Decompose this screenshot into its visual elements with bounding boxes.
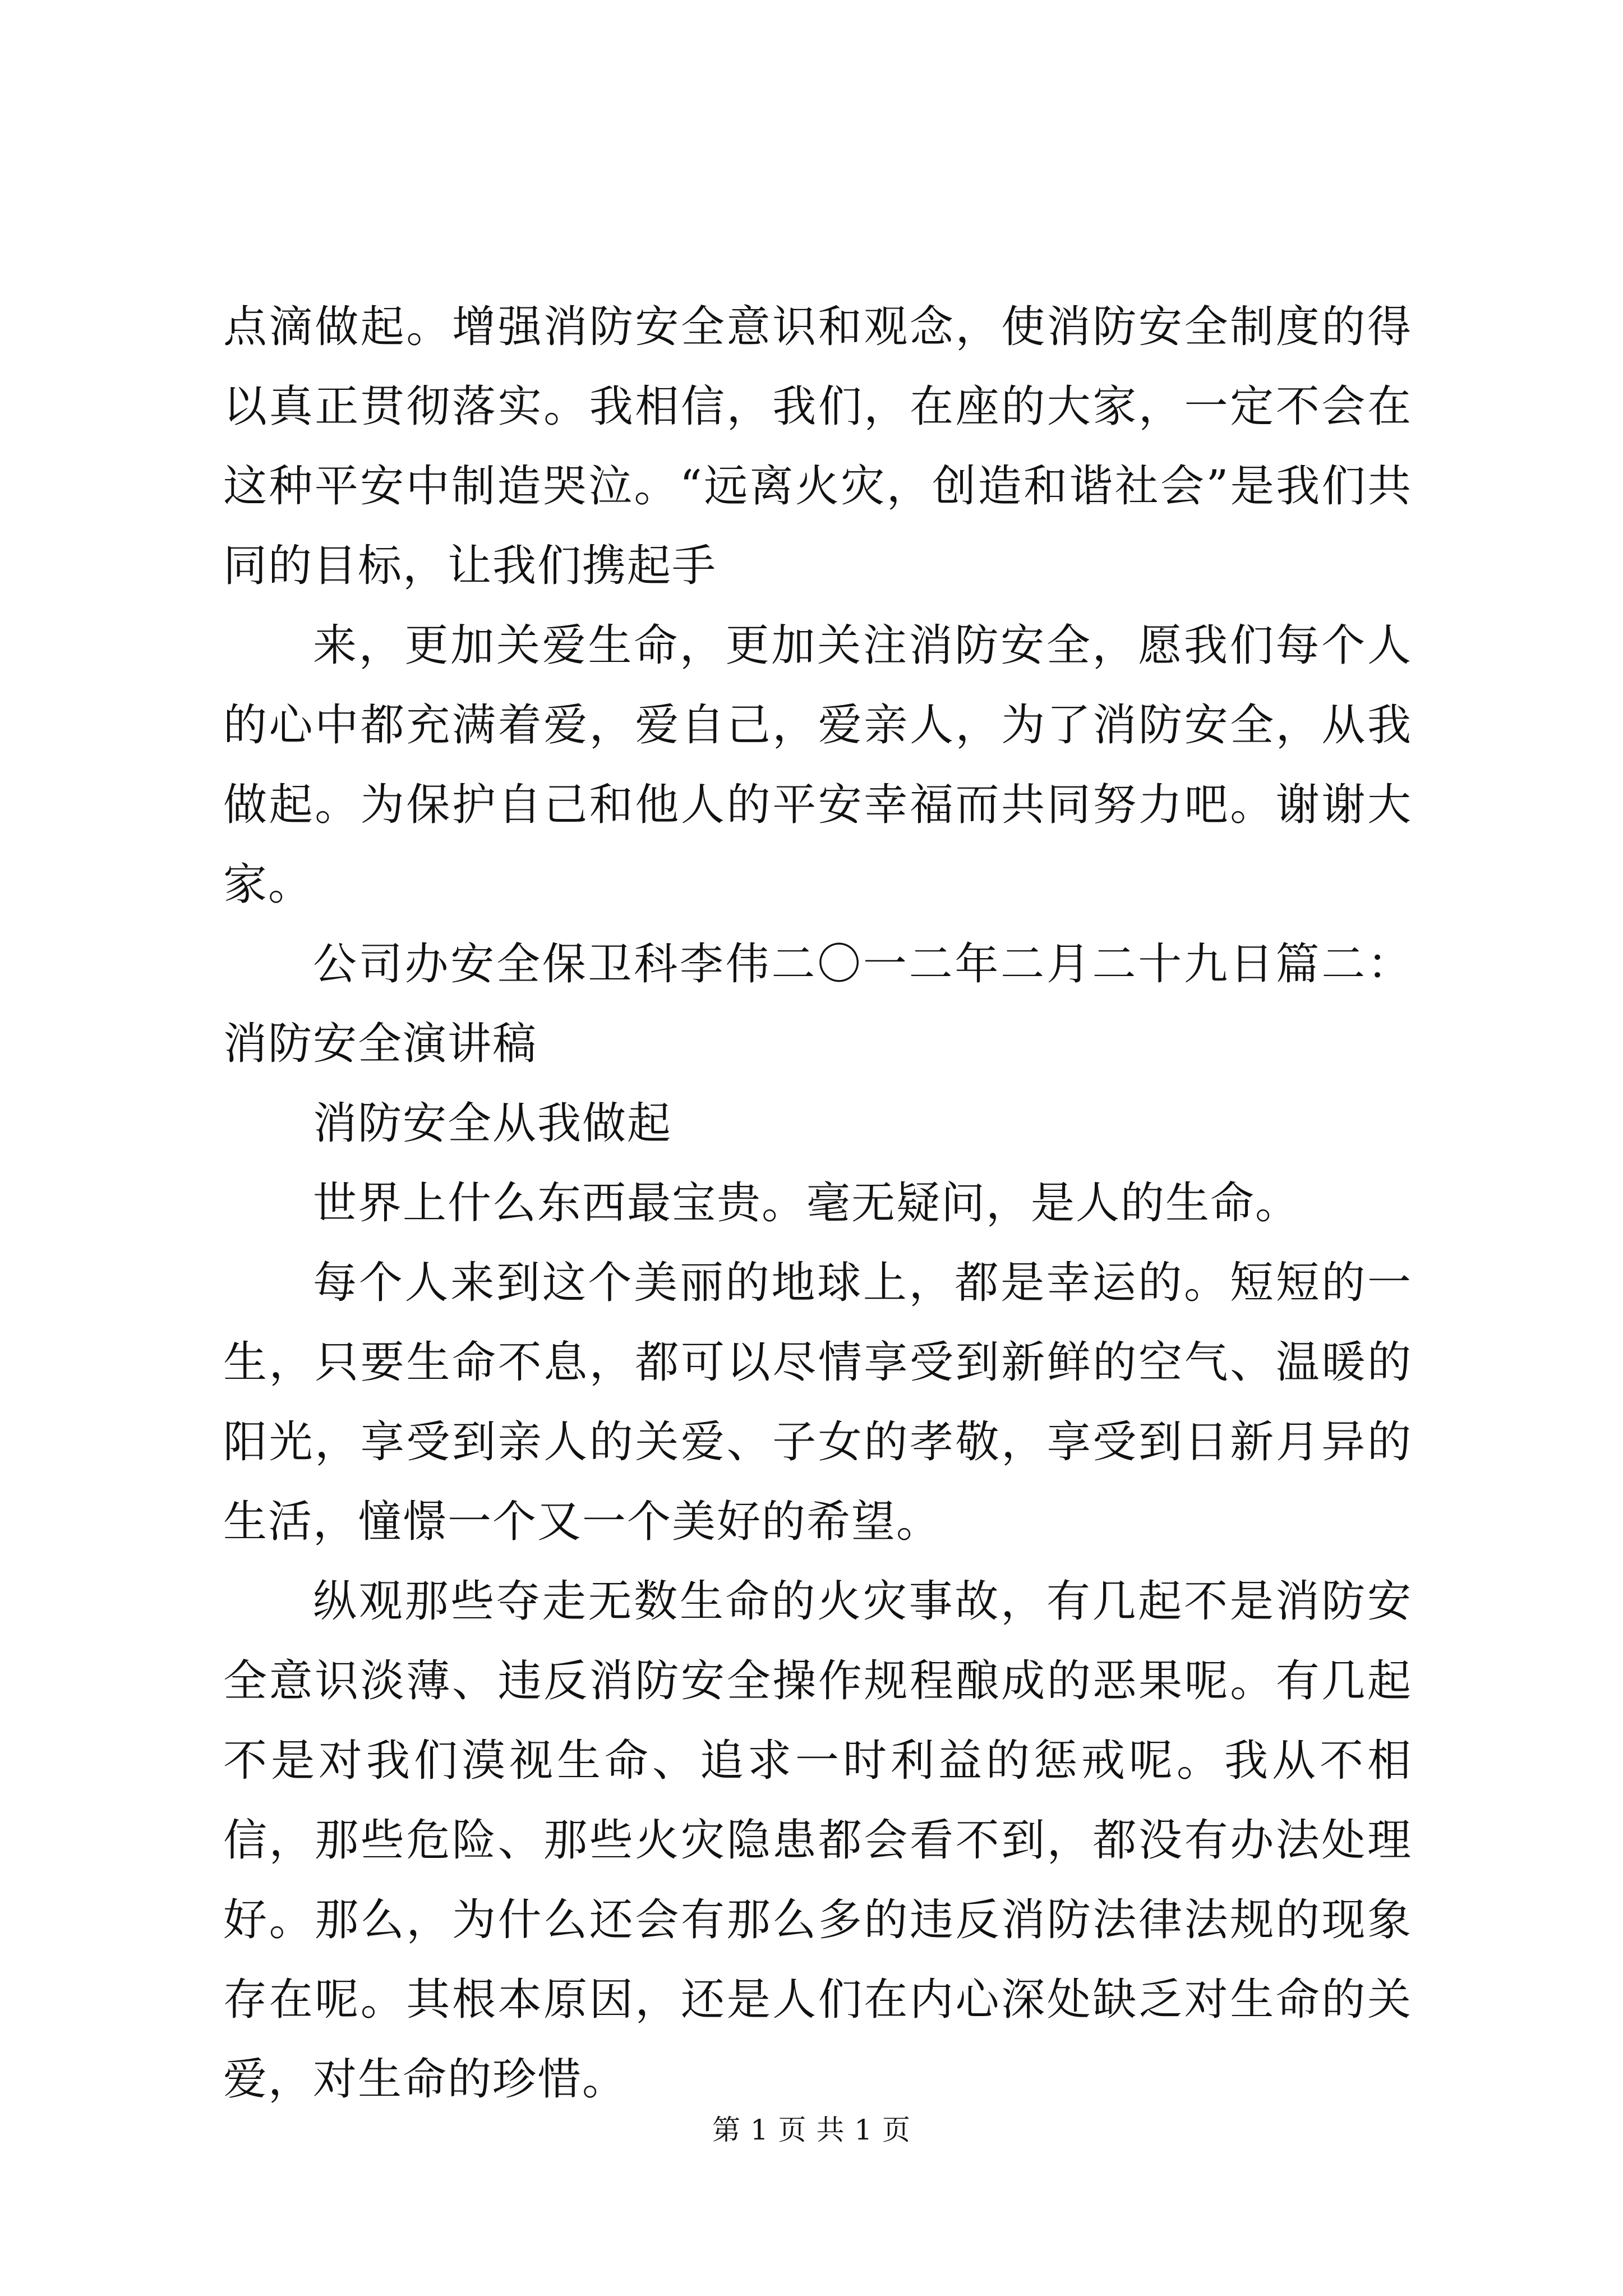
document-body xyxy=(223,287,1412,2119)
paragraph: 纵观那些夺走无数生命的火灾事故，有几起不是消防安全意识淡薄、违反消防安全操作规程酿成的恶果呢。有几起不是对我们漠视生命、追求一时利益的惩戒呢。我从不相信，那些危险、那些火灾隐患都会看不到，都没有办法处理好。那么，为什么还会有那么多的违反消防法律法规的现象存在呢。其根本原因，还是人们在内心深处缺乏对生命的关爱，对生命的珍惜。 xyxy=(223,1576,1412,2105)
paragraph: 来，更加关爱生命，更加关注消防安全，愿我们每个人的心中都充满着爱，爱自己，爱亲人，为了消防安全，从我做起。为保护自己和他人的平安幸福而共同努力吧。谢谢大家。 xyxy=(223,620,1412,910)
paragraph: 每个人来到这个美丽的地球上，都是幸运的。短短的一生，只要生命不息，都可以尽情享受到新鲜的空气、温暖的阳光，享受到亲人的关爱、子女的孝敬，享受到日新月异的生活，憧憬一个又一个美好的希望。 xyxy=(223,1258,1412,1547)
paragraph-continuation: 点滴做起。增强消防安全意识和观念，使消防安全制度的得以真正贯彻落实。我相信，我们，在座的大家，一定不会在这种平安中制造哭泣。“远离火灾，创造和谐社会”是我们共同的目标，让我们携起手 xyxy=(223,302,1412,591)
paragraph: 世界上什么东西最宝贵。毫无疑问，是人的生命。 xyxy=(313,1178,1301,1228)
page-number-footer: 第 1 页 共 1 页 xyxy=(712,2114,911,2146)
section-title: 消防安全从我做起 xyxy=(313,1098,672,1149)
paragraph-signature: 公司办安全保卫科李伟二〇一二年二月二十九日篇二：消防安全演讲稿 xyxy=(223,939,1412,1069)
